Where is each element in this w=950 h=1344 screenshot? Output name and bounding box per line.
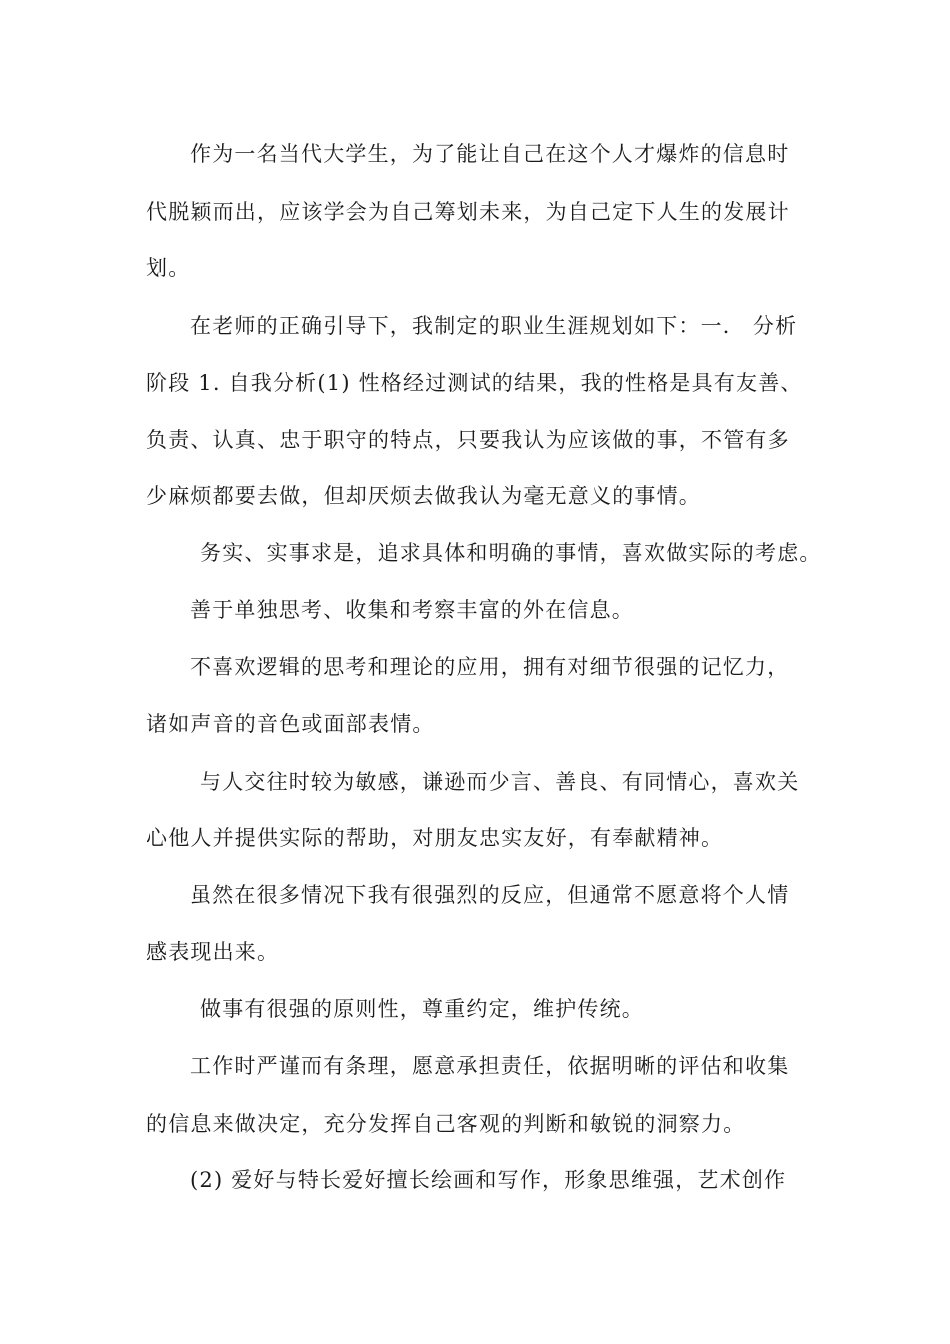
text-line: 务实、实事求是，追求具体和明确的事情，喜欢做实际的考虑。 bbox=[200, 541, 822, 565]
text-line: 工作时严谨而有条理，愿意承担责任，依据明晰的评估和收集 bbox=[190, 1054, 790, 1078]
text-line: 做事有很强的原则性，尊重约定，维护传统。 bbox=[200, 997, 644, 1021]
text-line: 少麻烦都要去做，但却厌烦去做我认为毫无意义的事情。 bbox=[146, 484, 701, 508]
text-line: 不喜欢逻辑的思考和理论的应用，拥有对细节很强的记忆力， bbox=[190, 655, 790, 679]
text-line: 虽然在很多情况下我有很强烈的反应，但通常不愿意将个人情 bbox=[190, 883, 790, 907]
text-line: 代脱颖而出，应该学会为自己筹划未来，为自己定下人生的发展计 bbox=[146, 200, 790, 224]
text-line: 阶段 1. 自我分析(1) 性格经过测试的结果，我的性格是具有友善、 bbox=[146, 371, 803, 395]
text-line: 与人交往时较为敏感，谦逊而少言、善良、有同情心，喜欢关 bbox=[200, 770, 800, 794]
text-line: (2) 爱好与特长爱好擅长绘画和写作，形象思维强，艺术创作 bbox=[190, 1168, 787, 1192]
text-line: 负责、认真、忠于职守的特点，只要我认为应该做的事，不管有多 bbox=[146, 428, 790, 452]
text-line: 感表现出来。 bbox=[146, 940, 280, 964]
text-line: 作为一名当代大学生，为了能让自己在这个人才爆炸的信息时 bbox=[190, 142, 790, 166]
text-line: 的信息来做决定，充分发挥自己客观的判断和敏锐的洞察力。 bbox=[146, 1112, 746, 1136]
text-line: 在老师的正确引导下，我制定的职业生涯规划如下：一． 分析 bbox=[190, 314, 798, 338]
text-line: 划。 bbox=[146, 256, 191, 280]
text-line: 善于单独思考、收集和考察丰富的外在信息。 bbox=[190, 598, 634, 622]
text-line: 心他人并提供实际的帮助，对朋友忠实友好，有奉献精神。 bbox=[146, 826, 724, 850]
text-line: 诸如声音的音色或面部表情。 bbox=[146, 712, 435, 736]
